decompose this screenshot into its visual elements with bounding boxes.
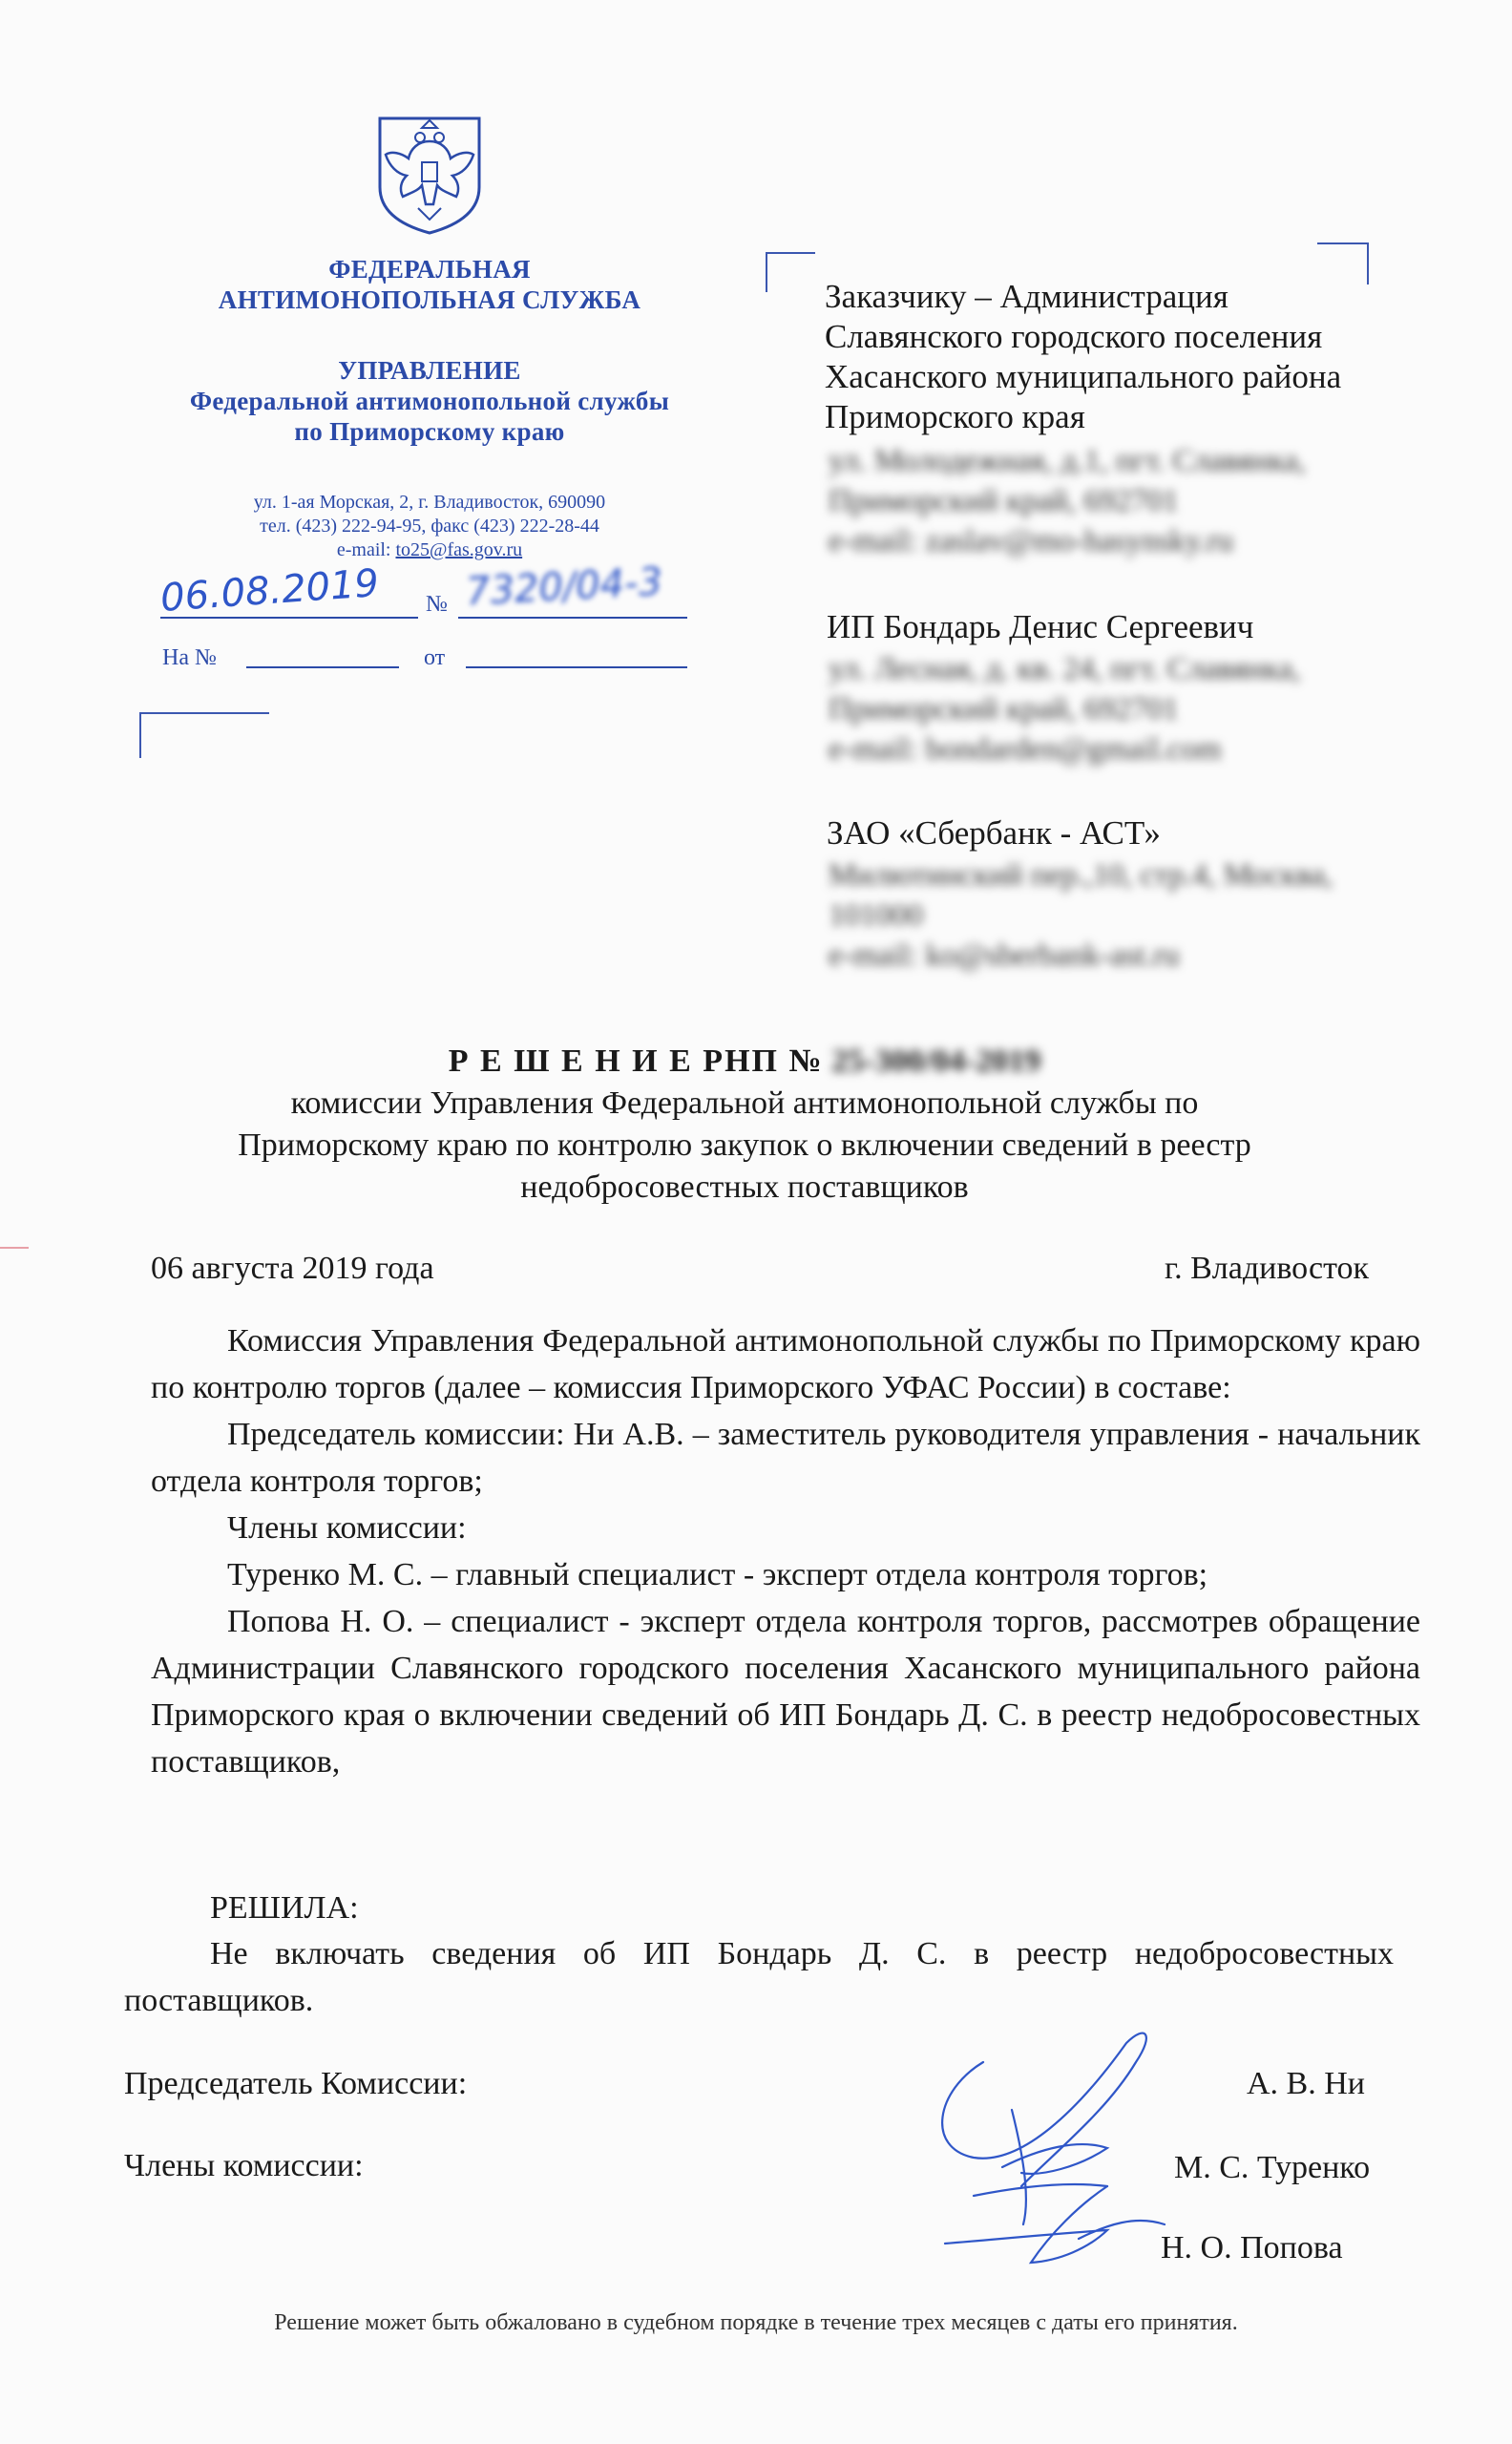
recipient-bracket-left [766, 252, 815, 292]
recipient-3-redacted-3: e-mail: ko@sberbank-ast.ru [829, 938, 1180, 973]
margin-mark [0, 1247, 29, 1249]
members-label: Члены комиссии: [124, 2148, 364, 2183]
number-label: № [426, 592, 448, 617]
recipient-2-redacted-3: e-mail: bondarden@gmail.com [829, 732, 1222, 767]
outgoing-date: 06.08.2019 [158, 561, 381, 621]
outgoing-number: 7320/04-3 [464, 559, 664, 615]
decision-title: Р Е Ш Е Н И Е РНП № 25-300/04-2019 [448, 1043, 1041, 1079]
decision-number-redacted: 25-300/04-2019 [831, 1043, 1041, 1079]
recipient-2-redacted-2: Приморский край, 692701 [829, 692, 1179, 727]
decision-date: 06 августа 2019 года [151, 1251, 434, 1286]
paragraph-member-turenko: Туренко М. С. – главный специалист - эксперт отдела контроля торгов; [227, 1557, 1208, 1592]
dept-line3: по Приморскому краю [294, 417, 565, 446]
recipient-2-redacted-1: ул. Лесная, д. кв. 24, пгт. Славянка, [829, 652, 1301, 686]
recipient-3-name: ЗАО «Сбербанк - АСТ» [827, 814, 1161, 852]
recipient-3-redacted-2: 101000 [829, 898, 923, 933]
member1-name: М. С. Туренко [1174, 2150, 1371, 2185]
recipient-2-name: ИП Бондарь Денис Сергеевич [827, 608, 1254, 645]
member2-name: Н. О. Попова [1161, 2230, 1343, 2265]
left-bracket [139, 712, 269, 758]
dept-line2: Федеральной антимонопольной службы [189, 387, 670, 415]
org-phones: тел. (423) 222-94-95, факс (423) 222-28-44 [260, 516, 599, 537]
paragraph-chairman: Председатель комиссии: Ни А.В. – заместитель руководителя управления - начальник отдела контроля торгов; [151, 1417, 1420, 1499]
org-name-line2: АНТИМОНОПОЛЬНАЯ СЛУЖБА [218, 285, 641, 314]
coat-of-arms-icon [372, 113, 487, 237]
recipient-1-line3: Хасанского муниципального района [825, 358, 1342, 395]
ref-number-label: На № [162, 645, 217, 670]
decision-subtitle-line2: Приморскому краю по контролю закупок о включении сведений в реестр [238, 1127, 1251, 1163]
email-link[interactable]: to25@fas.gov.ru [395, 539, 523, 560]
decision-subtitle-line3: недобросовестных поставщиков [520, 1169, 969, 1205]
recipient-1-redacted-3: e-mail: zaslav@mo-hasynsky.ru [829, 524, 1234, 558]
appeal-notice: Решение может быть обжаловано в судебном порядке в течение трех месяцев с даты его принятия. [274, 2310, 1238, 2335]
recipient-3-redacted-1: Милютинский пер.,10, стр.4, Москва, [829, 858, 1334, 893]
paragraph-members-label: Члены комиссии: [227, 1510, 467, 1546]
decision-header [153, 1041, 1336, 1209]
decision-body [151, 1317, 1420, 1785]
paragraph-member-popova: Попова Н. О. – специалист - эксперт отдела контроля торгов, рассмотрев обращение Администрации Славянского городского поселения Хасанского муниципального района Приморского края о включении сведений об ИП Бондарь Д. С. в реестр недобросовестных поставщиков, [151, 1604, 1420, 1780]
dept-line1: УПРАВЛЕНИЕ [338, 356, 521, 385]
org-name-line1: ФЕДЕРАЛЬНАЯ [328, 255, 531, 284]
decision-subtitle-line1: комиссии Управления Федеральной антимонопольной службы по [290, 1085, 1199, 1121]
org-email: e-mail: to25@fas.gov.ru [336, 539, 523, 560]
decision-city: г. Владивосток [1165, 1251, 1370, 1286]
recipient-1-line1: Заказчику – Администрация [825, 278, 1228, 315]
recipient-1-redacted-1: ул. Молодежная, д.1, пгт. Славянка, [829, 444, 1307, 478]
paragraph-commission: Комиссия Управления Федеральной антимонопольной службы по Приморскому краю по контролю торгов (далее – комиссия Приморского УФАС России) в составе: [151, 1323, 1420, 1405]
org-address: ул. 1-ая Морская, 2, г. Владивосток, 690090 [253, 492, 606, 513]
signature-member2 [945, 2186, 1165, 2263]
resolved-label: РЕШИЛА: [210, 1890, 359, 1926]
recipient-1-line2: Славянского городского поселения [825, 318, 1323, 355]
chair-name: А. В. Ни [1247, 2066, 1365, 2101]
recipient-1-redacted-2: Приморский край, 692701 [829, 484, 1179, 518]
chair-label: Председатель Комиссии: [124, 2066, 468, 2101]
resolution-text: Не включать сведения об ИП Бондарь Д. С. в реестр недобросовестных поставщиков. [124, 1936, 1394, 2018]
signature-chair [942, 2033, 1146, 2186]
ref-from-label: от [424, 645, 446, 670]
recipient-1-line4: Приморского края [825, 398, 1085, 435]
signature-scribbles [916, 2005, 1203, 2291]
